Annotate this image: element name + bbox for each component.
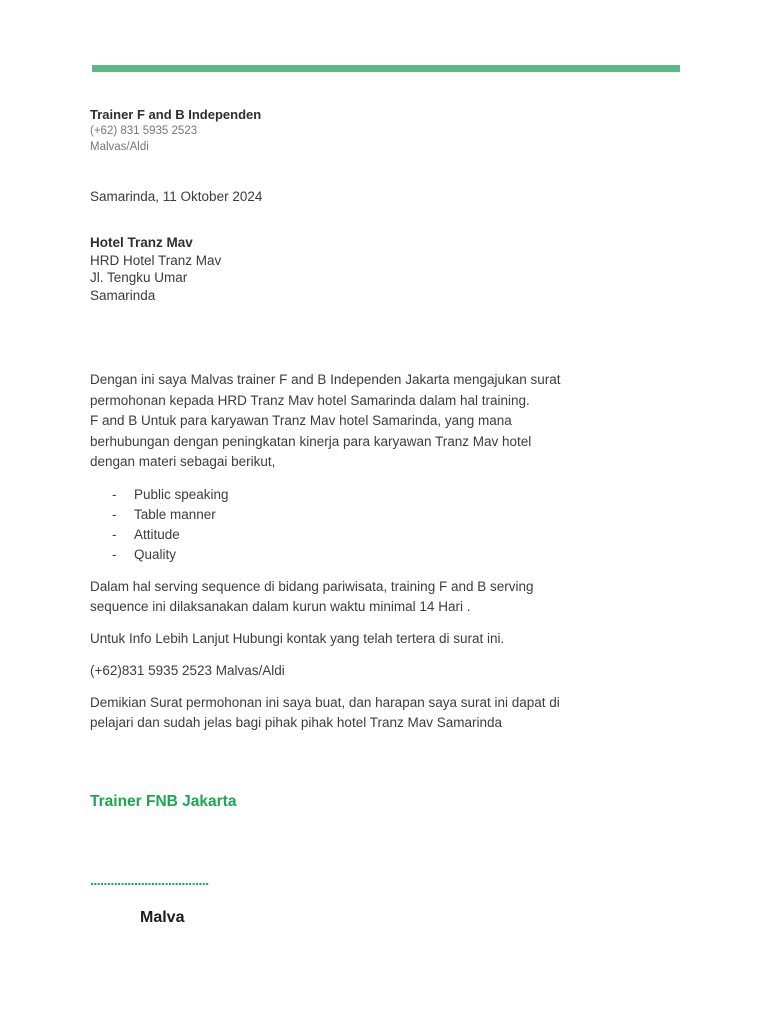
recipient-name: Hotel Tranz Mav: [90, 235, 193, 250]
signer-name: Malva: [140, 909, 185, 926]
bullet-marker: -: [112, 546, 117, 562]
recipient-line-2: Jl. Tengku Umar: [90, 270, 188, 285]
paragraph-line: sequence ini dilaksanakan dalam kurun waktu minimal 14 Hari .: [90, 598, 471, 614]
recipient-line-3: Samarinda: [90, 287, 156, 303]
recipient-block: [90, 234, 221, 304]
sender-contact: Malvas/Aldi: [90, 141, 149, 153]
paragraph-line: Dalam hal serving sequence di bidang pariwisata, training F and B serving: [90, 578, 534, 594]
intro-line: Dengan ini saya Malvas trainer F and B Independen Jakarta mengajukan surat: [90, 372, 561, 387]
sender-block: [90, 106, 261, 155]
bullet-marker: -: [112, 526, 117, 542]
list-item-text: Public speaking: [134, 486, 229, 502]
letter-body: [90, 370, 610, 733]
intro-paragraph: [90, 370, 610, 473]
intro-line: permohonan kepada HRD Tranz Mav hotel Samarinda dalam hal training.: [90, 392, 530, 408]
sender-name: Trainer F and B Independen: [90, 107, 262, 122]
sender-phone: (+62) 831 5935 2523: [90, 125, 198, 137]
list-item-text: Table manner: [134, 506, 216, 522]
list-item: [90, 505, 610, 525]
letter-date: Samarinda, 11 Oktober 2024: [90, 189, 263, 204]
closing-title: Trainer FNB Jakarta: [90, 793, 237, 810]
intro-line: F and B Untuk para karyawan Tranz Mav hotel Samarinda, yang mana: [90, 413, 512, 428]
list-item-text: Quality: [134, 546, 177, 562]
duration-paragraph: [90, 577, 610, 617]
paragraph-line: pelajari dan sudah jelas bagi pihak pihak hotel Tranz Mav Samarinda: [90, 714, 503, 730]
closing-paragraph: [90, 693, 610, 733]
paragraph-line: Demikian Surat permohonan ini saya buat, dan harapan saya surat ini dapat di: [90, 694, 560, 710]
header-accent-bar: [92, 65, 680, 72]
recipient-line-1: HRD Hotel Tranz Mav: [90, 252, 222, 268]
materials-list: [90, 485, 610, 565]
contact-paragraph: (+62)831 5935 2523 Malvas/Aldi: [90, 662, 285, 678]
intro-line: berhubungan dengan peningkatan kinerja para karyawan Tranz Mav hotel: [90, 433, 532, 449]
list-item: [90, 545, 610, 565]
list-item-text: Attitude: [134, 526, 180, 542]
info-paragraph: Untuk Info Lebih Lanjut Hubungi kontak yang telah tertera di surat ini.: [90, 630, 505, 646]
bullet-marker: -: [112, 486, 117, 502]
signature-line: ...................................: [90, 872, 209, 888]
bullet-marker: -: [112, 506, 117, 522]
list-item: [90, 525, 610, 545]
intro-line: dengan materi sebagai berikut,: [90, 454, 276, 469]
list-item: [90, 485, 610, 505]
